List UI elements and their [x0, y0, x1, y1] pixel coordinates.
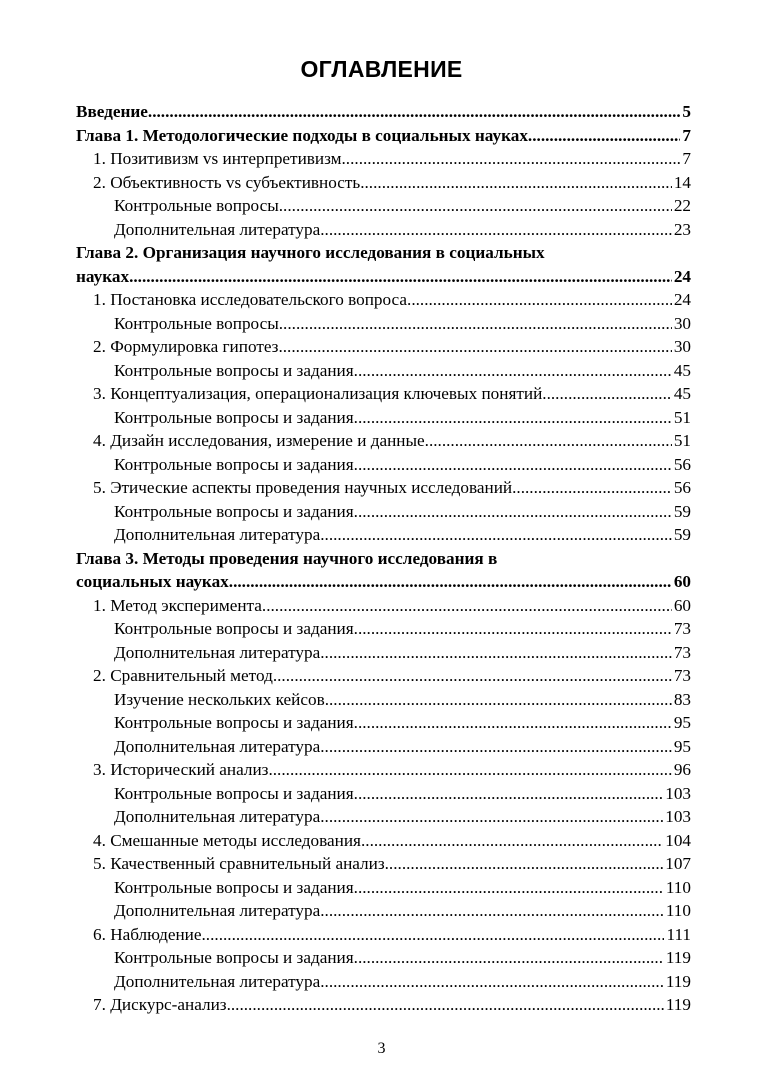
- toc-entry-title: Дополнительная литература: [114, 219, 321, 239]
- dot-leader: [320, 218, 672, 242]
- toc-entry-page: 7: [682, 149, 691, 168]
- toc-entry[interactable]: [76, 288, 691, 312]
- dot-leader: [342, 147, 681, 171]
- toc-entry-page: 73: [673, 619, 691, 638]
- toc-entry-page: 22: [673, 196, 691, 215]
- toc-entry-title: 3. Концептуализация, операционализация ключевых понятий: [93, 384, 543, 403]
- toc-entry[interactable]: [76, 382, 691, 406]
- toc-entry-page: 45: [673, 384, 691, 403]
- toc-entry[interactable]: [76, 688, 691, 712]
- toc-entry[interactable]: [76, 523, 691, 547]
- toc-entry-title: 1. Метод эксперимента: [93, 595, 262, 615]
- dot-leader: [273, 664, 672, 688]
- toc-entry[interactable]: [76, 711, 691, 735]
- dot-leader: [320, 970, 664, 994]
- toc-entry-title: Глава 1. Методологические подходы в социальных науках: [76, 125, 528, 145]
- toc-entry[interactable]: [76, 429, 691, 453]
- dot-leader: [202, 923, 665, 947]
- toc-entry-title: Дополнительная литература: [114, 736, 321, 756]
- toc-entry-title: Контрольные вопросы и задания: [114, 783, 354, 803]
- toc-entry[interactable]: [76, 171, 691, 195]
- toc-entry-page: 45: [673, 360, 691, 380]
- toc-entry[interactable]: [76, 335, 691, 359]
- toc-entry-page: 119: [665, 971, 691, 991]
- toc-entry-page: 51: [673, 431, 691, 450]
- toc-entry-page: 51: [673, 407, 691, 427]
- dot-leader: [279, 312, 672, 336]
- dot-leader: [227, 993, 664, 1017]
- toc-entry[interactable]: [76, 406, 691, 430]
- toc-entry[interactable]: [76, 735, 691, 759]
- toc-entry-title: 7. Дискурс-анализ: [93, 995, 227, 1014]
- dot-leader: [361, 829, 663, 853]
- toc-entry-page: 24: [673, 290, 691, 309]
- toc-entry[interactable]: [76, 970, 691, 994]
- toc-entry-page: 95: [673, 713, 691, 732]
- toc-entry-title: Контрольные вопросы: [114, 196, 279, 215]
- toc-entry-title: Контрольные вопросы и задания: [114, 407, 354, 427]
- dot-leader: [528, 124, 680, 148]
- dot-leader: [278, 335, 671, 359]
- toc-entry-page: 111: [666, 924, 691, 944]
- toc-entry-title: 6. Наблюдение: [93, 924, 202, 944]
- dot-leader: [407, 288, 672, 312]
- toc-entry-page: 83: [673, 689, 691, 709]
- toc-entry-title: 2. Объективность vs субъективность: [93, 172, 361, 192]
- toc-entry[interactable]: [76, 805, 691, 829]
- dot-leader: [425, 429, 672, 453]
- toc-entry-page: 60: [673, 572, 691, 591]
- toc-entry-page: 103: [665, 783, 691, 803]
- toc-entry-page: 30: [673, 313, 691, 333]
- toc-entry[interactable]: [76, 617, 691, 641]
- toc-entry-title: 5. Качественный сравнительный анализ: [93, 854, 385, 873]
- toc-entry[interactable]: [76, 194, 691, 218]
- toc-entry-page: 14: [673, 172, 691, 192]
- toc-entry-page: 110: [665, 877, 691, 897]
- dot-leader: [320, 523, 672, 547]
- toc-entry-title: 5. Этические аспекты проведения научных исследований: [93, 478, 513, 497]
- toc-entry[interactable]: [76, 500, 691, 524]
- toc-entry[interactable]: [76, 218, 691, 242]
- toc-entry-page: 5: [682, 102, 691, 121]
- toc-entry[interactable]: [76, 899, 691, 923]
- toc-entry-title: Контрольные вопросы и задания: [114, 713, 354, 732]
- toc-entry-page: 56: [673, 454, 691, 474]
- page-number: 3: [377, 1040, 386, 1057]
- toc-entry-title: 1. Позитивизм vs интерпретивизм: [93, 149, 342, 168]
- toc-entry-page: 110: [665, 901, 691, 920]
- dot-leader: [354, 453, 672, 477]
- toc-entry-title: 1. Постановка исследовательского вопроса: [93, 290, 408, 309]
- toc-entry-introduction[interactable]: [76, 100, 691, 124]
- toc-entry-page: 56: [673, 478, 691, 497]
- toc-entry-title: Контрольные вопросы и задания: [114, 948, 354, 967]
- toc-entry-title: Дополнительная литература: [114, 525, 321, 544]
- toc-entry[interactable]: [76, 782, 691, 806]
- toc-entry[interactable]: [76, 664, 691, 688]
- toc-entry[interactable]: [76, 923, 691, 947]
- toc-entry-title: Контрольные вопросы и задания: [114, 619, 354, 638]
- toc-entry[interactable]: [76, 312, 691, 336]
- toc-entry-title: Контрольные вопросы и задания: [114, 454, 354, 474]
- toc-entry-page: 73: [673, 642, 691, 662]
- toc-entry[interactable]: [76, 147, 691, 171]
- toc-entry-title: науках: [76, 266, 130, 286]
- toc-entry-chapter-2-line1[interactable]: Глава 2. Организация научного исследования в социальных: [76, 243, 545, 262]
- dot-leader: [354, 711, 672, 735]
- dot-leader: [354, 359, 672, 383]
- toc-entry-page: 23: [673, 219, 691, 239]
- toc-entry[interactable]: [76, 359, 691, 383]
- toc-entry-page: 59: [673, 501, 691, 521]
- dot-leader: [262, 594, 672, 618]
- dot-leader: [129, 265, 672, 289]
- toc-entry-title: 2. Формулировка гипотез: [93, 337, 279, 356]
- toc-entry-chapter-2[interactable]: [76, 265, 691, 289]
- toc-entry-title: Дополнительная литература: [114, 642, 321, 662]
- dot-leader: [148, 100, 681, 124]
- dot-leader: [354, 876, 664, 900]
- toc-entry-page: 24: [673, 266, 691, 286]
- dot-leader: [229, 570, 672, 594]
- dot-leader: [354, 617, 672, 641]
- toc-entry[interactable]: [76, 946, 691, 970]
- toc-entry-title: Дополнительная литература: [114, 971, 321, 991]
- toc-entry-page: 103: [665, 807, 691, 826]
- toc-entry-page: 107: [665, 854, 691, 873]
- dot-leader: [320, 641, 672, 665]
- toc-entry-page: 95: [673, 736, 691, 756]
- dot-leader: [542, 382, 672, 406]
- toc-entry[interactable]: [76, 829, 691, 853]
- toc-entry-chapter-3-line1[interactable]: Глава 3. Методы проведения научного исследования в: [76, 548, 498, 568]
- dot-leader: [354, 946, 664, 970]
- toc-entry-title: Контрольные вопросы и задания: [114, 360, 354, 380]
- toc-entry[interactable]: [76, 476, 691, 500]
- toc-entry-title: Введение: [76, 102, 148, 121]
- toc-entry[interactable]: [76, 852, 691, 876]
- toc-entry-title: 4. Смешанные методы исследования: [93, 830, 361, 850]
- toc-entry[interactable]: [76, 758, 691, 782]
- toc-entry-title: 2. Сравнительный метод: [93, 666, 273, 685]
- toc-entry[interactable]: [76, 876, 691, 900]
- dot-leader: [354, 782, 664, 806]
- dot-leader: [320, 735, 672, 759]
- dot-leader: [320, 899, 664, 923]
- toc-entry-title: Контрольные вопросы: [114, 313, 279, 333]
- toc-entry-page: 119: [665, 995, 691, 1014]
- toc-entry-title: 3. Исторический анализ: [93, 760, 269, 779]
- toc-entry-title: Дополнительная литература: [114, 901, 321, 920]
- page-title: ОГЛАВЛЕНИЕ: [300, 56, 463, 82]
- toc-entry-page: 119: [665, 948, 691, 967]
- dot-leader: [354, 500, 672, 524]
- toc-entry-chapter-1[interactable]: [76, 124, 691, 148]
- dot-leader: [512, 476, 672, 500]
- toc-entry-page: 96: [673, 760, 691, 779]
- toc-entry[interactable]: [76, 453, 691, 477]
- toc-entry-title: социальных науках: [76, 572, 229, 591]
- toc-entry-page: 73: [673, 666, 691, 685]
- toc-entry-title: Контрольные вопросы и задания: [114, 501, 354, 521]
- dot-leader: [279, 194, 672, 218]
- toc-entry-page: 104: [665, 830, 691, 850]
- dot-leader: [360, 171, 672, 195]
- toc-entry-title: Изучение нескольких кейсов: [114, 689, 325, 709]
- dot-leader: [325, 688, 672, 712]
- dot-leader: [320, 805, 663, 829]
- dot-leader: [268, 758, 671, 782]
- toc-entry[interactable]: [76, 993, 691, 1017]
- table-of-contents: [76, 100, 691, 1017]
- toc-entry-title: 4. Дизайн исследования, измерение и данные: [93, 431, 425, 450]
- toc-entry-chapter-3[interactable]: [76, 570, 691, 594]
- toc-entry-page: 59: [673, 525, 691, 544]
- toc-entry-page: 30: [673, 337, 691, 356]
- toc-entry[interactable]: [76, 641, 691, 665]
- toc-entry-title: Контрольные вопросы и задания: [114, 877, 354, 897]
- dot-leader: [354, 406, 672, 430]
- toc-entry-title: Дополнительная литература: [114, 807, 321, 826]
- toc-entry-page: 60: [673, 595, 691, 615]
- toc-entry[interactable]: [76, 594, 691, 618]
- dot-leader: [385, 852, 664, 876]
- toc-entry-page: 7: [682, 125, 691, 145]
